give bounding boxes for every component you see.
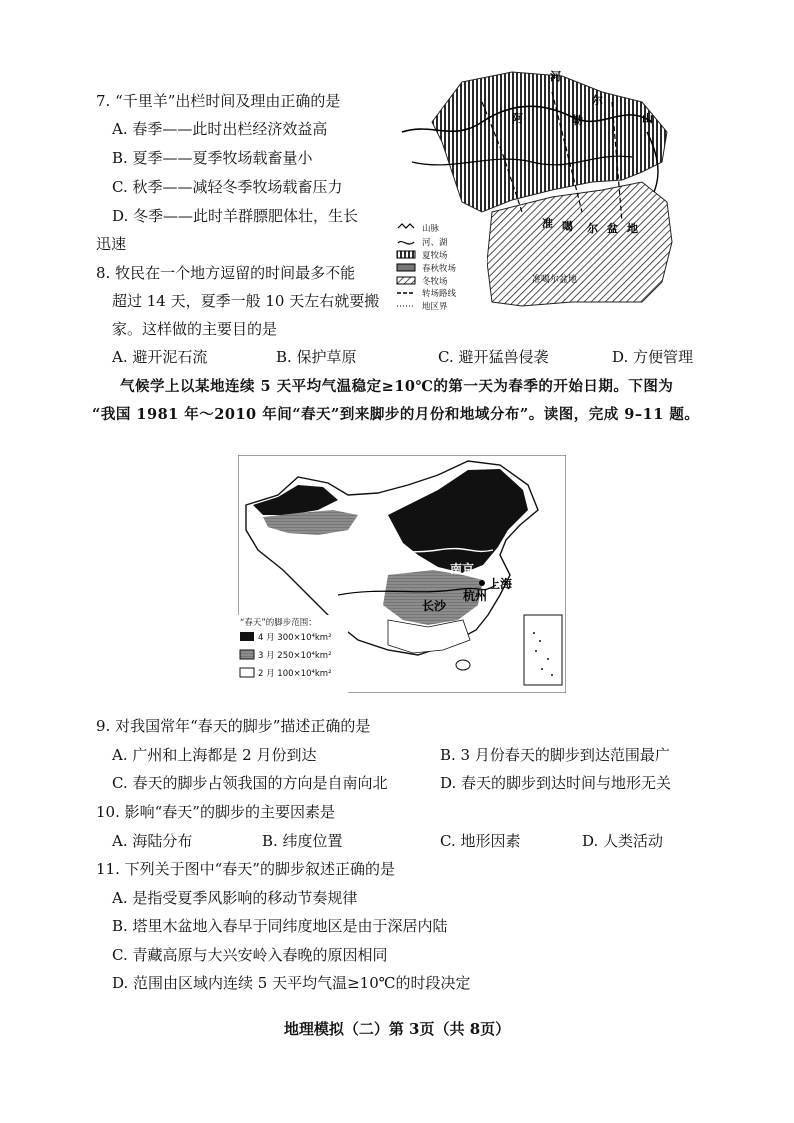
q7-stem: 7. “千里羊”出栏时间及理由正确的是 xyxy=(96,92,341,110)
city-label-shanghai: 上海 xyxy=(488,577,513,591)
q7-option-d-continued: 迅速 xyxy=(96,235,127,253)
map-label-le: 勒 xyxy=(572,114,583,127)
map-label-basin: 准噶尔盆地 xyxy=(532,275,578,285)
q9-option-b: B. 3 月份春天的脚步到达范围最广 xyxy=(440,746,670,764)
spring-autumn-pasture-legend-icon xyxy=(397,264,415,271)
legend-february: 2 月 100×10⁴km² xyxy=(258,669,332,679)
intro-line-2: “我国 1981 年～2010 年间“春天”到来脚步的月份和地域分布”。读图，完成 9–11 题。 xyxy=(92,406,700,423)
q7-option-b: B. 夏季——夏季牧场载畜量小 xyxy=(112,149,313,167)
q7-option-d: D. 冬季——此时羊群膘肥体壮，生长 xyxy=(112,207,359,225)
map-label-a: 阿 xyxy=(512,112,523,125)
legend-april: 4 月 300×10⁴km² xyxy=(258,633,332,643)
q8-stem-line-2: 超过 14 天，夏季一般 10 天左右就要搬 xyxy=(112,292,380,310)
map-label-di: 地 xyxy=(627,222,638,235)
q8-option-d: D. 方便管理 xyxy=(612,348,694,366)
q7-option-a: A. 春季——此时出栏经济效益高 xyxy=(112,120,328,138)
map-label-ga: 噶 xyxy=(562,220,573,233)
city-label-nanjing: 南京 xyxy=(450,562,475,576)
q9-option-c: C. 春天的脚步占领我国的方向是自南向北 xyxy=(112,774,388,792)
march-legend-swatch xyxy=(240,650,254,659)
page-footer: 地理模拟（二）第 3页（共 8页） xyxy=(283,1020,511,1038)
q8-stem-line-1: 8. 牧民在一个地方逗留的时间最多不能 xyxy=(96,264,356,282)
china-spring-map xyxy=(238,455,566,693)
q8-option-a: A. 避开泥石流 xyxy=(112,348,208,366)
q10-option-b: B. 纬度位置 xyxy=(262,832,343,850)
winter-pasture-legend-icon xyxy=(397,277,415,284)
q9-option-d: D. 春天的脚步到达时间与地形无关 xyxy=(440,774,672,792)
map-label-er: 尔 xyxy=(592,94,603,107)
legend-march: 3 月 250×10⁴km² xyxy=(258,651,332,661)
city-label-changsha: 长沙 xyxy=(422,599,447,613)
q8-option-b: B. 保护草原 xyxy=(276,348,357,366)
legend-summer: 夏牧场 xyxy=(422,251,448,261)
q7-option-c: C. 秋季——减轻冬季牧场载畜压力 xyxy=(112,178,343,196)
south-china-sea-inset xyxy=(524,615,562,685)
legend-boundary: 地区界 xyxy=(422,302,448,312)
map-label-pen: 盆 xyxy=(607,222,618,235)
legend-mountain: 山脉 xyxy=(422,224,440,234)
q11-option-c: C. 青藏高原与大兴安岭入春晚的原因相同 xyxy=(112,946,388,964)
q11-option-b: B. 塔里木盆地入春早于同纬度地区是由于深居内陆 xyxy=(112,917,448,935)
pasture-migration-map xyxy=(392,62,688,314)
map-label-er2: 尔 xyxy=(587,222,598,235)
summer-pasture-legend-icon xyxy=(397,251,415,258)
q9-stem: 9. 对我国常年“春天的脚步”描述正确的是 xyxy=(96,717,371,735)
q11-option-a: A. 是指受夏季风影响的移动节奏规律 xyxy=(112,889,358,907)
q8-stem-line-3: 家。这样做的主要目的是 xyxy=(112,320,278,338)
q10-option-d: D. 人类活动 xyxy=(582,832,664,850)
legend-spring-autumn: 春秋牧场 xyxy=(422,264,457,274)
legend-winter: 冬牧场 xyxy=(422,277,448,287)
city-label-hangzhou: 杭州 xyxy=(463,589,488,603)
q8-option-c: C. 避开猛兽侵袭 xyxy=(438,348,549,366)
q10-option-c: C. 地形因素 xyxy=(440,832,521,850)
legend-river: 河、湖 xyxy=(422,238,448,248)
q11-stem: 11. 下列关于图中“春天”的脚步叙述正确的是 xyxy=(96,860,395,878)
q10-option-a: A. 海陆分布 xyxy=(112,832,193,850)
map-label-zhun: 准 xyxy=(542,217,553,230)
april-legend-swatch xyxy=(240,632,254,641)
legend-title: “春天”的脚步范围： xyxy=(240,618,317,628)
q11-option-d: D. 范围由区域内连续 5 天平均气温≥10℃的时段决定 xyxy=(112,974,471,992)
q10-stem: 10. 影响“春天”的脚步的主要因素是 xyxy=(96,803,335,821)
shanghai-marker xyxy=(479,580,485,586)
map-label-shan: 山 xyxy=(642,112,653,125)
map-label-he: 河 xyxy=(550,70,561,83)
february-legend-swatch xyxy=(240,668,254,677)
legend-route: 转场路线 xyxy=(422,289,457,299)
intro-line-1: 气候学上以某地连续 5 天平均气温稳定≥10℃的第一天为春季的开始日期。下图为 xyxy=(120,378,674,395)
q9-option-a: A. 广州和上海都是 2 月份到达 xyxy=(112,746,317,764)
